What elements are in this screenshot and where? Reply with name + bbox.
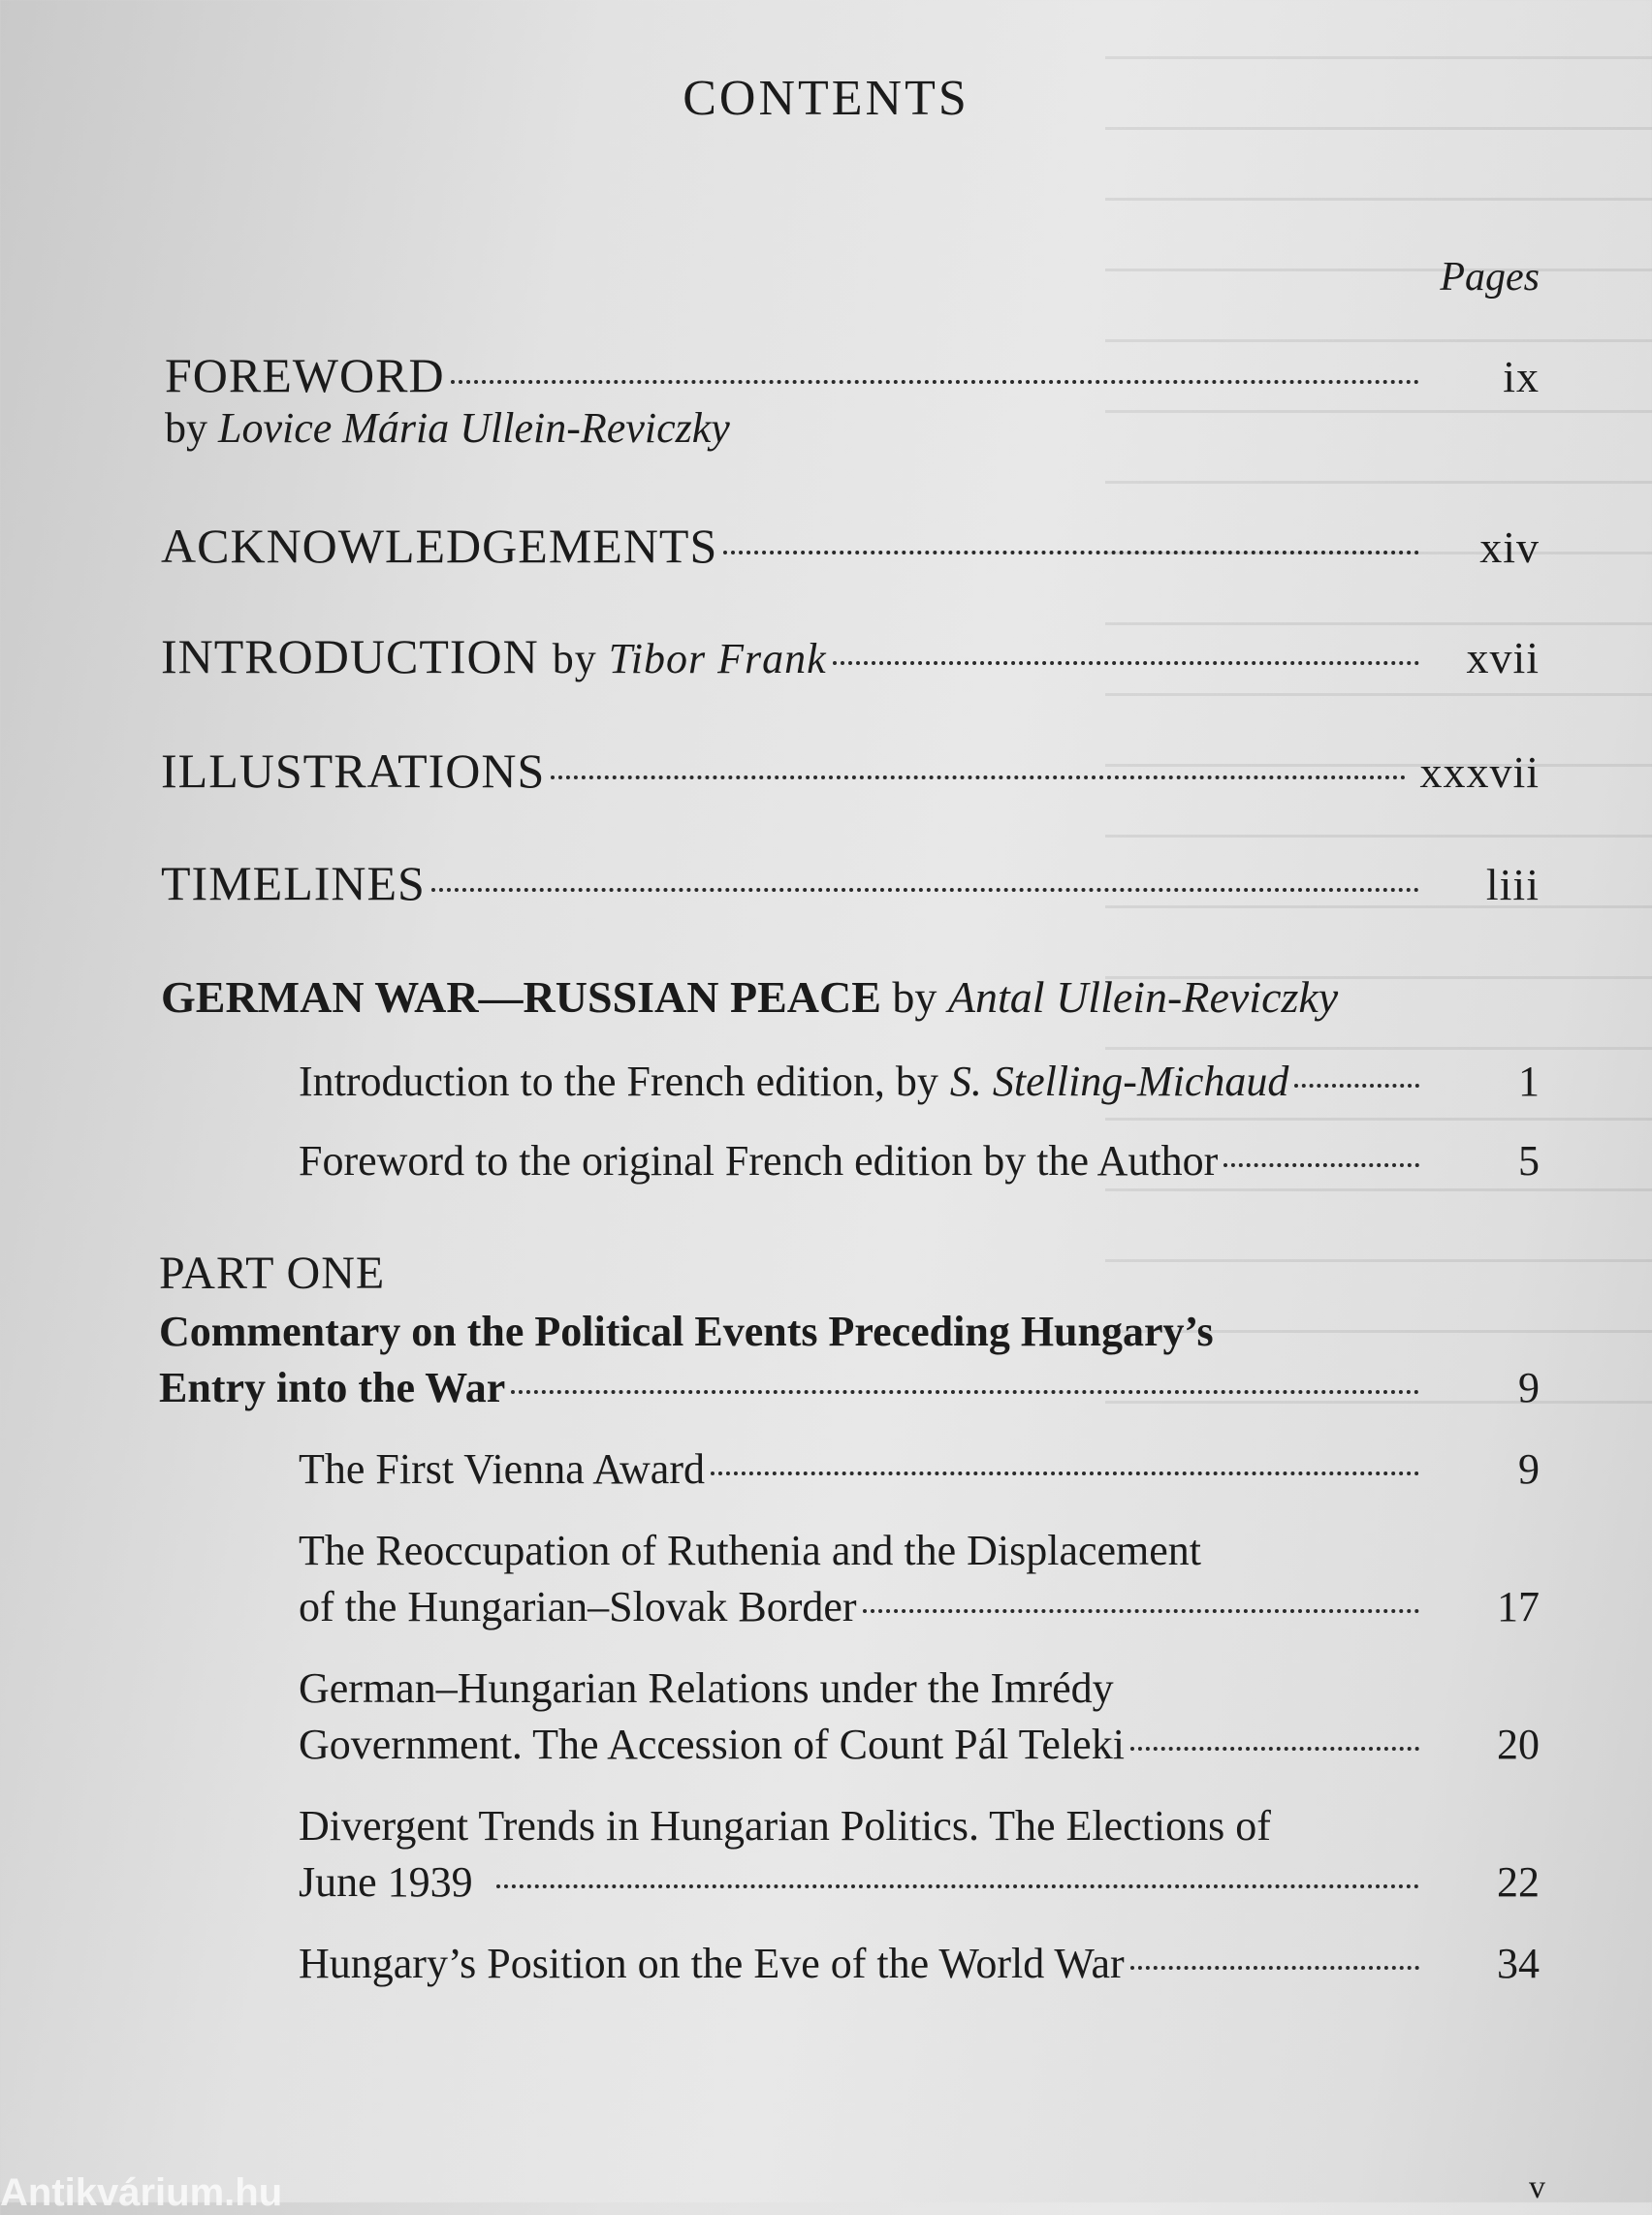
page-number: 9 [1518, 1364, 1540, 1411]
toc-entry-introduction[interactable] [161, 628, 1540, 684]
entry-label: Hungary’s Position on the Eve of the World War [299, 1940, 1125, 1987]
page-number: xvii [1466, 633, 1540, 682]
page-number: 22 [1497, 1858, 1540, 1906]
toc-entry-foreword-french[interactable] [299, 1136, 1540, 1186]
author-name: Lovice Mária Ullein-Reviczky [218, 404, 730, 452]
dot-leader [1130, 1747, 1419, 1751]
page-number: liii [1485, 860, 1540, 909]
imredy-line1: German–Hungarian Relations under the Imrédy [299, 1664, 1114, 1712]
page-number: 20 [1497, 1721, 1540, 1768]
part-one-heading: PART ONE [159, 1248, 386, 1299]
dot-leader [1294, 1084, 1419, 1088]
toc-entry-part-one[interactable] [159, 1363, 1540, 1412]
author-name: Antal Ullein-Reviczky [947, 972, 1339, 1022]
entry-label: GERMAN WAR—RUSSIAN PEACE [161, 972, 881, 1022]
page-number: 17 [1497, 1583, 1540, 1630]
entry-label: June 1939 [299, 1858, 473, 1906]
by-word: by [165, 404, 207, 452]
dot-leader [496, 1884, 1419, 1888]
entry-label: Government. The Accession of Count Pál Teleki [299, 1721, 1125, 1768]
watermark: Antikvárium.hu [0, 2171, 283, 2214]
entry-label: INTRODUCTION [161, 629, 539, 683]
ruthenia-line1: The Reoccupation of Ruthenia and the Displacement [299, 1527, 1202, 1574]
by-word: by [892, 972, 937, 1022]
entry-label: Foreword to the original French edition by the Author [299, 1137, 1219, 1185]
page-number: 5 [1518, 1137, 1540, 1185]
dot-leader [863, 1609, 1419, 1613]
toc-entry-imredy[interactable] [299, 1720, 1540, 1769]
pages-column-header: Pages [1440, 255, 1540, 300]
foreword-byline [165, 403, 730, 453]
toc-entry-timelines[interactable] [161, 855, 1540, 911]
page-number: xiv [1479, 522, 1540, 572]
dot-leader [723, 551, 1419, 554]
toc-entry-intro-french[interactable] [299, 1057, 1540, 1106]
page-number: 1 [1518, 1058, 1540, 1105]
toc-entry-trends[interactable] [299, 1857, 1540, 1907]
by-word: by [552, 635, 597, 682]
author-name: Tibor Frank [608, 635, 827, 682]
trends-line1: Divergent Trends in Hungarian Politics. The Elections of [299, 1802, 1271, 1850]
dot-leader [1130, 1966, 1419, 1970]
entry-label: of the Hungarian–Slovak Border [299, 1583, 857, 1630]
entry-label: TIMELINES [161, 856, 426, 910]
entry-label: The First Vienna Award [299, 1445, 705, 1493]
page-title: CONTENTS [683, 71, 969, 126]
toc-entry-vienna-award[interactable] [299, 1444, 1540, 1494]
entry-label: ILLUSTRATIONS [161, 744, 546, 798]
bleed-through-text [1105, 0, 1652, 1454]
dot-leader [833, 661, 1419, 665]
entry-label: Introduction to the French edition, by [299, 1058, 938, 1105]
page-number: 9 [1518, 1445, 1540, 1493]
entry-label: FOREWORD [165, 348, 445, 402]
toc-entry-german-war[interactable] [161, 971, 1338, 1023]
author-name: S. Stelling-Michaud [949, 1058, 1289, 1105]
toc-entry-acknowledgements[interactable] [161, 518, 1540, 574]
entry-label: Entry into the War [159, 1364, 506, 1411]
toc-entry-ruthenia[interactable] [299, 1582, 1540, 1631]
dot-leader [711, 1471, 1419, 1475]
dot-leader [451, 380, 1419, 384]
page-folio: v [1529, 2169, 1545, 2205]
page-number: xxxvii [1419, 747, 1540, 797]
toc-entry-foreword[interactable] [165, 347, 1540, 403]
toc-entry-illustrations[interactable] [161, 743, 1540, 799]
entry-label: ACKNOWLEDGEMENTS [161, 519, 718, 573]
dot-leader [1223, 1163, 1419, 1167]
dot-leader [551, 775, 1406, 779]
dot-leader [511, 1390, 1419, 1394]
part-one-title-line1: Commentary on the Political Events Preceding Hungary’s [159, 1308, 1214, 1355]
dot-leader [431, 888, 1419, 892]
page-number: 34 [1497, 1940, 1540, 1987]
page-number: ix [1503, 352, 1540, 401]
toc-entry-position[interactable] [299, 1939, 1540, 1988]
